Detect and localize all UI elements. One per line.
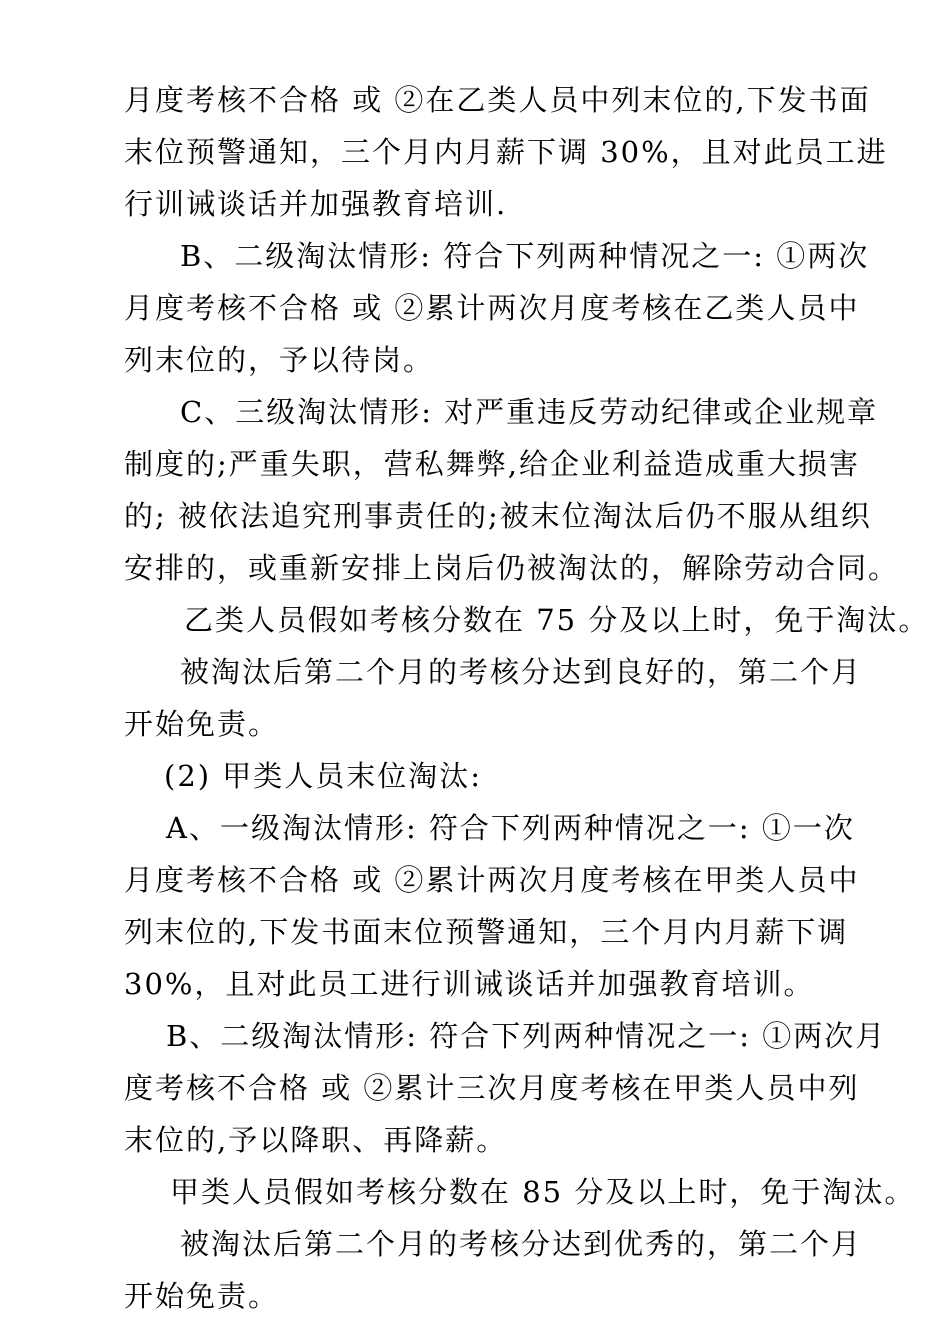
text-line-11: 乙类人员假如考核分数在 75 分及以上时，免于淘汰。 xyxy=(184,603,930,637)
text-line-19: B、二级淘汰情形: 符合下列两种情况之一: ①两次月 xyxy=(166,1019,887,1053)
text-line-3: 行训诫谈话并加强教育培训. xyxy=(124,187,508,221)
text-line-9: 的; 被依法追究刑事责任的;被末位淘汰后仍不服从组织 xyxy=(124,499,872,533)
text-line-16: 月度考核不合格 或 ②累计两次月度考核在甲类人员中 xyxy=(124,863,860,897)
text-line-10: 安排的，或重新安排上岗后仍被淘汰的，解除劳动合同。 xyxy=(124,551,900,585)
text-line-17: 列末位的,下发书面末位预警通知，三个月内月薪下调 xyxy=(124,915,849,949)
text-line-8: 制度的;严重失职，营私舞弊,给企业利益造成重大损害 xyxy=(124,447,860,481)
text-line-23: 被淘汰后第二个月的考核分达到优秀的，第二个月 xyxy=(180,1227,863,1261)
text-line-6: 列末位的，予以待岗。 xyxy=(124,343,435,377)
text-line-13: 开始免责。 xyxy=(124,707,280,741)
text-line-20: 度考核不合格 或 ②累计三次月度考核在甲类人员中列 xyxy=(124,1071,860,1105)
text-line-4: B、二级淘汰情形: 符合下列两种情况之一: ①两次 xyxy=(180,239,870,273)
text-line-1: 月度考核不合格 或 ②在乙类人员中列末位的,下发书面 xyxy=(124,83,871,117)
text-line-7: C、三级淘汰情形: 对严重违反劳动纪律或企业规章 xyxy=(180,395,879,429)
text-line-2: 末位预警通知，三个月内月薪下调 30%，且对此员工进 xyxy=(124,135,888,169)
text-line-12: 被淘汰后第二个月的考核分达到良好的，第二个月 xyxy=(180,655,863,689)
text-line-18: 30%，且对此员工进行训诫谈话并加强教育培训。 xyxy=(124,967,815,1001)
text-line-14: (2) 甲类人员末位淘汰: xyxy=(164,759,483,793)
text-line-5: 月度考核不合格 或 ②累计两次月度考核在乙类人员中 xyxy=(124,291,860,325)
text-line-21: 末位的,予以降职、再降薪。 xyxy=(124,1123,508,1157)
text-line-24: 开始免责。 xyxy=(124,1279,280,1313)
text-line-15: A、一级淘汰情形: 符合下列两种情况之一: ①一次 xyxy=(166,811,855,845)
text-line-22: 甲类人员假如考核分数在 85 分及以上时，免于淘汰。 xyxy=(170,1175,916,1209)
